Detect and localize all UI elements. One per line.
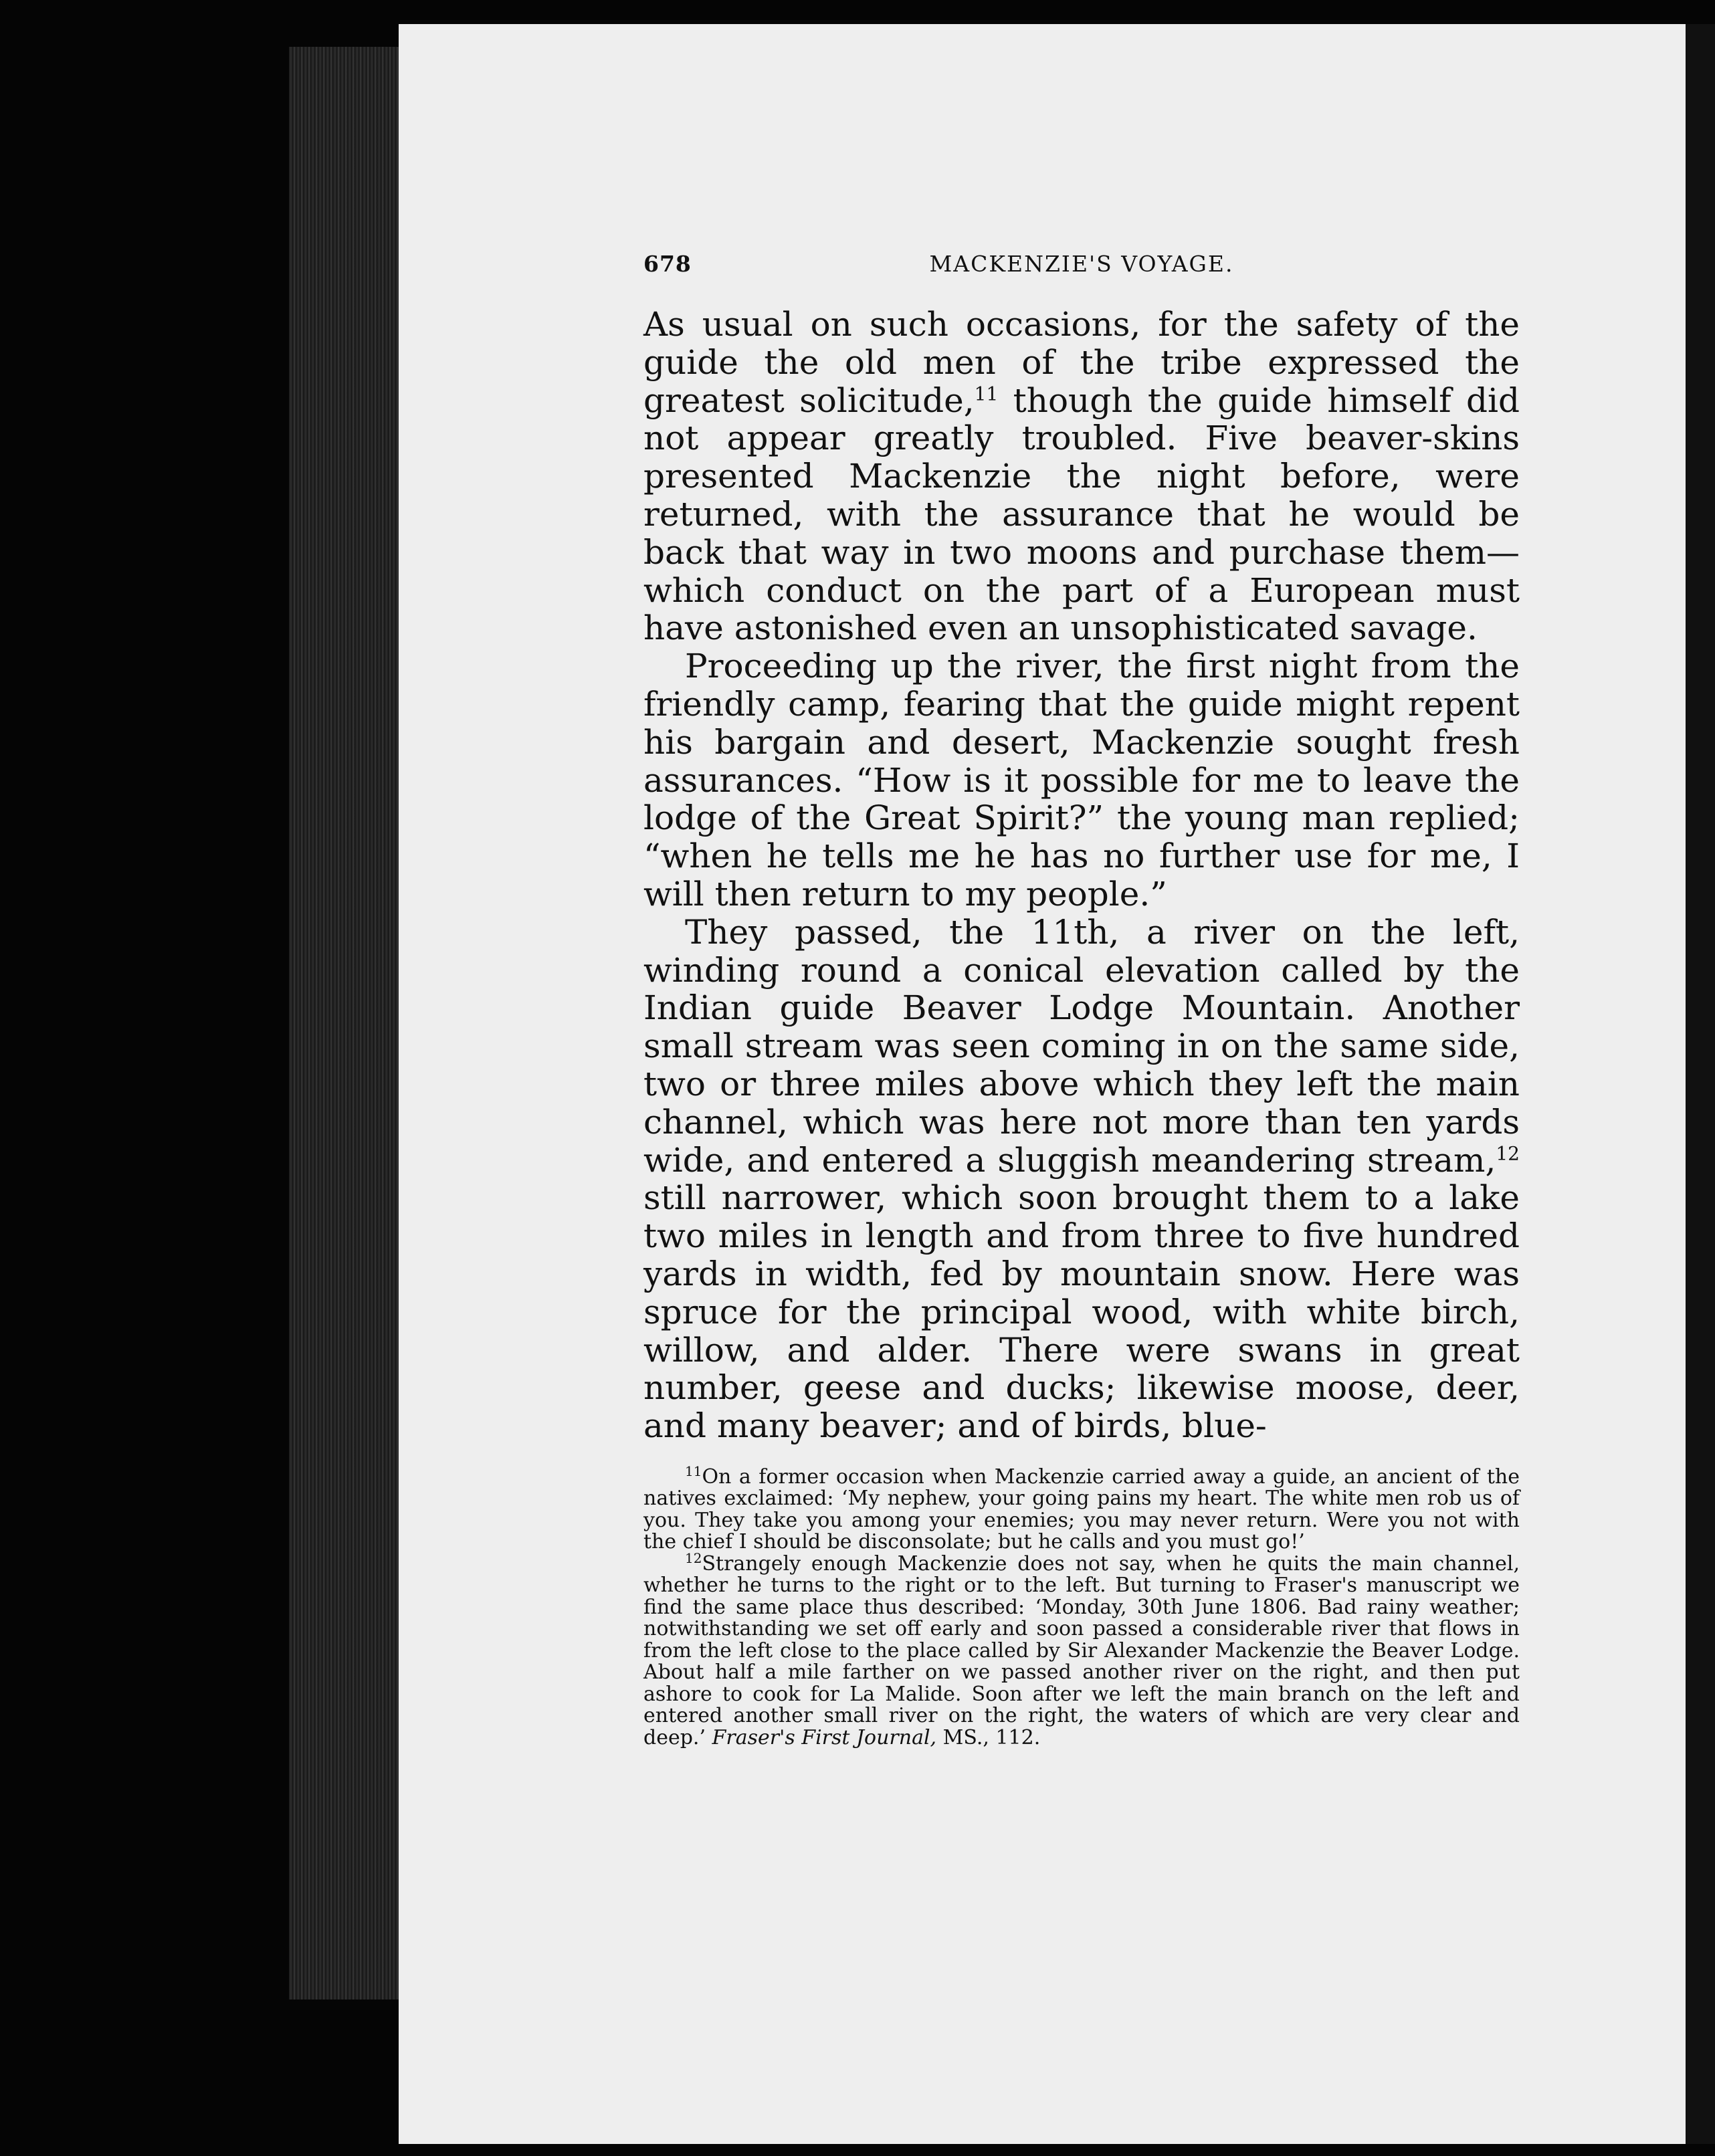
footnote-ref-11: 11 [974,382,999,405]
book-page-edges [289,47,403,2000]
footnotes [643,1463,1520,1749]
paragraph-1-text-a: As usual on such occasions, for the safety of the guide the old men of the tribe expressed the greatest solicitude, [643,305,1520,420]
footnote-mark-11: 11 [685,1463,702,1479]
paragraph-3-text-b: still narrower, which soon brought them to a lake two miles in length and from three to five hundred yards in width, fed by mountain snow. Here was spruce for the principal wood, with white birch, willow, and alder. There were swans in great number, geese and ducks; likewise moose, deer, and many beaver; and of birds, blue- [643,1178,1520,1446]
paragraph-3-text-a: They passed, the 11th, a river on the left, winding round a conical elevation called by the Indian guide Beaver Lodge Mountain. Another small stream was seen coming in on the same side, two or three miles above which they left the main channel, which was here not more than ten yards wide, and entered a sluggish meandering stream, [643,912,1520,1180]
body-text [643,306,1520,1445]
scan-border [1686,24,1715,2144]
text-block [643,251,1520,1749]
footnote-ref-12: 12 [1496,1142,1520,1164]
paragraph-3 [643,913,1520,1445]
running-title: MACKENZIE'S VOYAGE. [929,251,1234,277]
footnote-11 [643,1463,1520,1554]
footnote-11-text: On a former occasion when Mackenzie carried away a guide, an ancient of the natives exclaimed: ‘My nephew, your going pains my heart. The white men rob us of you. They take you among your enemies; you may never return. Were you not with the chief I should be disconsolate; but he calls and you must go!’ [643,1465,1520,1554]
footnote-12-source-title: Fraser's First Journal, [712,1725,937,1749]
footnote-12-text: Strangely enough Mackenzie does not say, when he quits the main channel, whether he turns to the right or to the left. But turning to Fraser's manuscript we find the same place thus described: ‘Monday, 30th June 1806. Bad rainy weather; notwithstanding we set off early and soon passed a considerable river that flows in from the left close to the place called by Sir Alexander Mackenzie the Beaver Lodge. About half a mile farther on we passed another river on the right, and then put ashore to cook for La Malide. Soon after we left the main branch on the left and entered another small river on the right, the waters of which are very clear and deep.’ [643,1551,1520,1749]
page-number: 678 [643,251,692,277]
paragraph-2: Proceeding up the river, the first night from the friendly camp, fearing that the guide might repent his bargain and desert, Mackenzie sought fresh assurances. “How is it possible for me to leave the lodge of the Great Spirit?” the young man replied; “when he tells me he has no further use for me, I will then return to my people.” [643,647,1520,913]
footnote-mark-12: 12 [685,1549,702,1566]
footnote-12-source-tail: MS., 112. [936,1725,1041,1749]
paragraph-1 [643,306,1520,647]
paragraph-1-text-b: though the guide himself did not appear greatly troubled. Five beaver-skins presented Mackenzie the night before, were returned, with the assurance that he would be back that way in two moons and purchase them—which conduct on the part of a European must have astonished even an unsophisticated savage. [643,381,1520,648]
footnote-12 [643,1549,1520,1749]
running-header [643,251,1520,291]
